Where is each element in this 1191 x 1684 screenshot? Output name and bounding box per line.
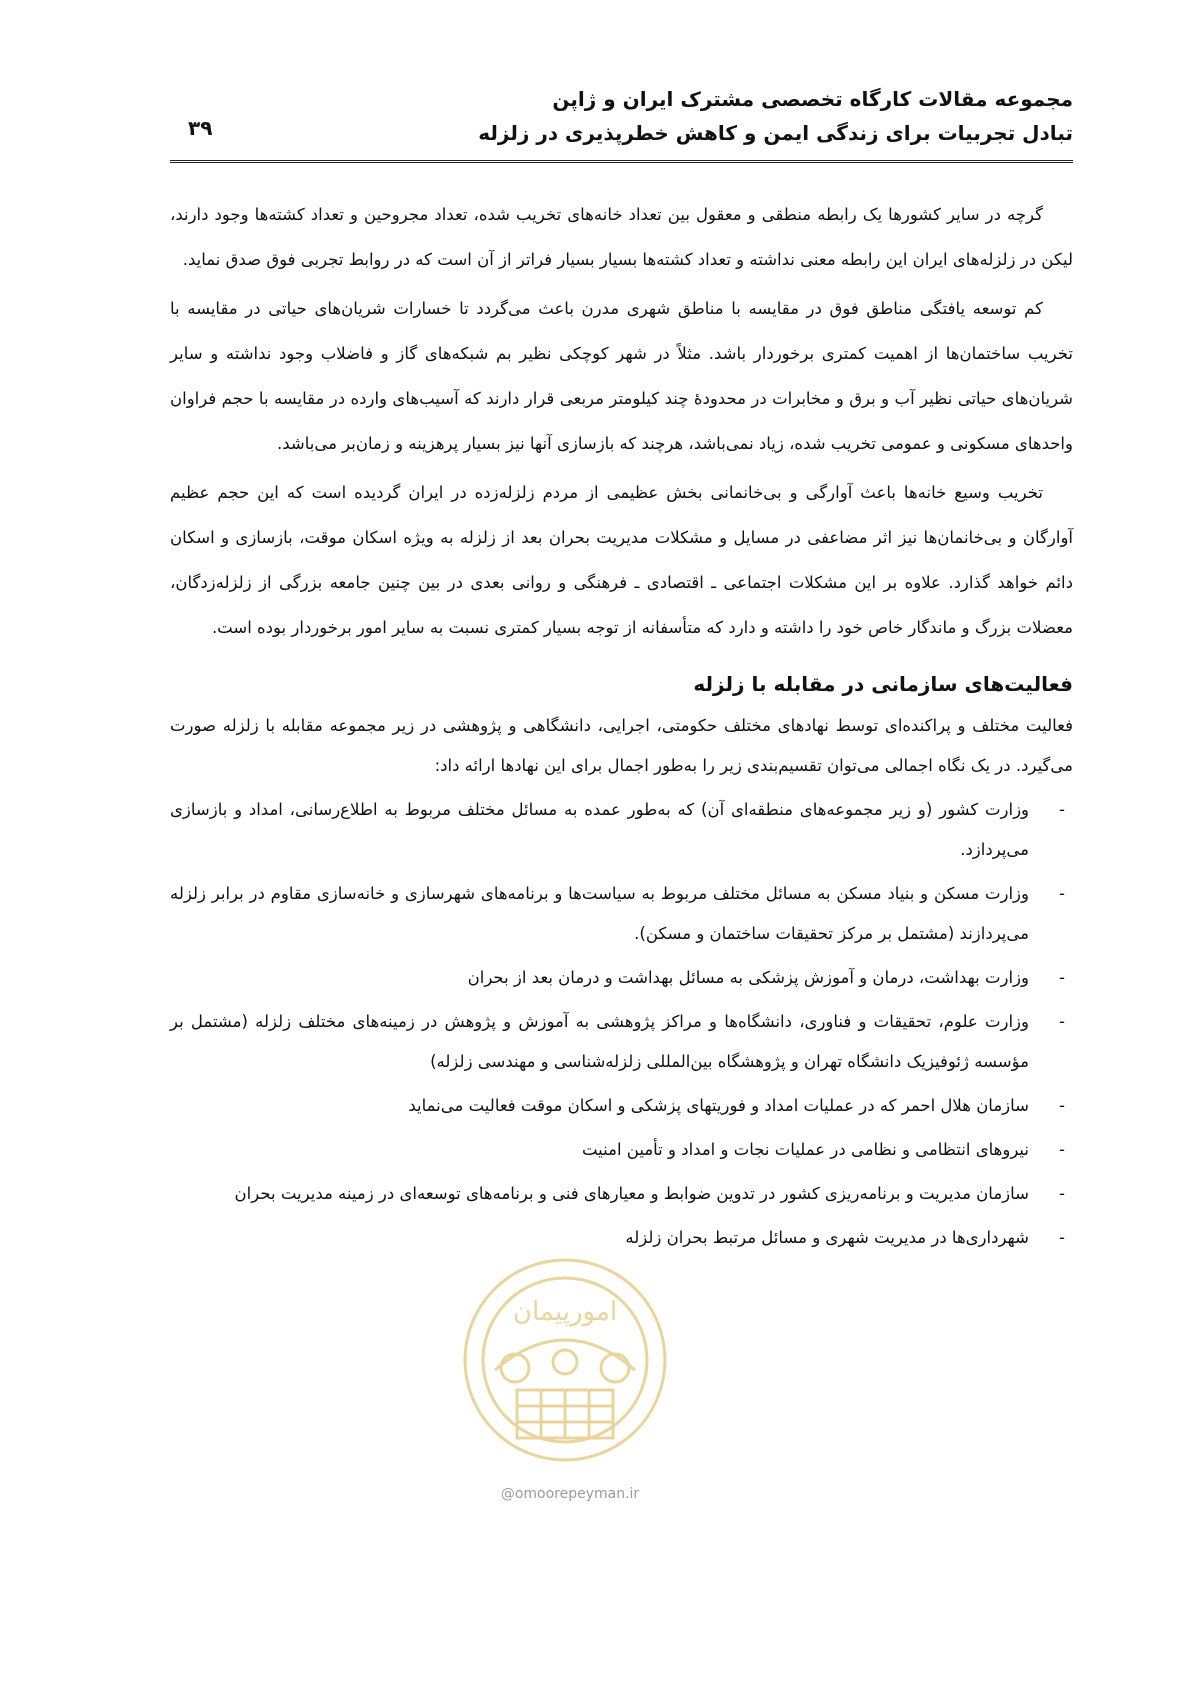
watermark-logo-icon bbox=[455, 1250, 675, 1470]
bullet-dash: - bbox=[1059, 1140, 1065, 1159]
header-title-line-2: تبادل تجربیات برای زندگی ایمن و کاهش خطرپذیری در زلزله bbox=[478, 121, 1073, 145]
bullet-dash: - bbox=[1059, 968, 1065, 987]
page-number: ۳۹ bbox=[188, 116, 213, 140]
list-item bbox=[170, 1002, 1073, 1082]
bullet-dash: - bbox=[1059, 1096, 1065, 1115]
header-titles bbox=[478, 82, 1073, 150]
paragraph: گرچه در سایر کشورها یک رابطه منطقی و معقول بین تعداد خانه‌های تخریب شده، تعداد مجروحین و تعداد کشته‌ها وجود دارند، لیکن در زلزله‌های ایران این رابطه معنی نداشته و تعداد کشته‌ها بسیار بسیار فراتر از آن است که در روابط تجربی فوق صدق نماید. bbox=[170, 205, 1073, 269]
list-item-text: نیروهای انتظامی و نظامی در عملیات نجات و امداد و تأمین امنیت bbox=[581, 1140, 1029, 1159]
section-intro: فعالیت مختلف و پراکنده‌ای توسط نهادهای مختلف حکومتی، اجرایی، دانشگاهی و پژوهشی در زیر مجموعه مقابله با زلزله صورت می‌گیرد. در یک نگاه اجمالی می‌توان تقسیم‌بندی زیر را به‌طور اجمال برای این نهادها ارائه داد: bbox=[170, 716, 1073, 775]
bullet-dash: - bbox=[1059, 1228, 1065, 1247]
paragraph: کم توسعه یافتگی مناطق فوق در مقایسه با مناطق شهری مدرن باعث می‌گردد تا خسارات شریان‌های حیاتی در مقایسه با تخریب ساختمان‌ها از اهمیت کمتری برخوردار باشد. مثلاً در شهر کوچکی نظیر بم شبکه‌های گاز و فاضلاب وجود نداشته و سایر شریان‌های حیاتی نظیر آب و برق و مخابرات در محدودهٔ چند کیلومتر مربعی قرار دارند که آسیب‌های وارده در مقایسه با حجم فراوان واحدهای مسکونی و عمومی تخریب شده، زیاد نمی‌باشد، هرچند که بازسازی آنها نیز بسیار پرهزینه و زمان‌بر می‌باشد. bbox=[170, 299, 1073, 453]
list-item bbox=[170, 1130, 1073, 1170]
running-header bbox=[170, 82, 1073, 163]
watermark-url: @omoorepeyman.ir bbox=[500, 1486, 640, 1502]
bullet-dash: - bbox=[1059, 800, 1065, 819]
list-item bbox=[170, 790, 1073, 870]
paragraph: تخریب وسیع خانه‌ها باعث آوارگی و بی‌خانمانی بخش عظیمی از مردم زلزله‌زده در ایران گردیده است که این حجم عظیم آوارگان و بی‌خانمان‌ها نیز اثر مضاعفی در مسایل و مشکلات مدیریت بحران بعد از زلزله به ویژه اسکان موقت، بازسازی و اسکان دائم خواهد گذارد. علاوه بر این مشکلات اجتماعی ـ اقتصادی ـ فرهنگی و روانی بعدی در بین چنین جامعه بزرگی از زلزله‌زدگان، معضلات بزرگ و ماندگار خاص خود را داشته و دارد که متأسفانه از توجه بسیار کمتری نسبت به سایر امور برخوردار بوده است. bbox=[170, 483, 1073, 637]
list-item bbox=[170, 958, 1073, 998]
watermark-logo-text: امورپیمان bbox=[512, 1297, 618, 1327]
bullet-dash: - bbox=[1059, 884, 1065, 903]
bullet-dash: - bbox=[1059, 1184, 1065, 1203]
header-title-line-1: مجموعه مقالات کارگاه تخصصی مشترک ایران و ژاپن bbox=[552, 87, 1073, 111]
list-item-text: وزارت کشور (و زیر مجموعه‌های منطقه‌ای آن) که به‌طور عمده به مسائل مختلف مربوط به اطلاع‌رسانی، امداد و بازسازی می‌پردازد. bbox=[170, 800, 1029, 859]
page-content bbox=[170, 192, 1073, 1262]
list-item bbox=[170, 1174, 1073, 1214]
section-heading: فعالیت‌های سازمانی در مقابله با زلزله bbox=[693, 672, 1073, 696]
list-item-text: وزارت بهداشت، درمان و آموزش پزشکی به مسائل بهداشت و درمان بعد از بحران bbox=[467, 968, 1029, 987]
bullet-dash: - bbox=[1059, 1012, 1065, 1031]
list-item bbox=[170, 1086, 1073, 1126]
list-item bbox=[170, 1218, 1073, 1258]
list-item-text: سازمان هلال احمر که در عملیات امداد و فوریتهای پزشکی و اسکان موقت فعالیت می‌نماید bbox=[408, 1096, 1029, 1115]
list-item-text: سازمان مدیریت و برنامه‌ریزی کشور در تدوین ضوابط و معیارهای فنی و برنامه‌های توسعه‌ای در زمینه مدیریت بحران bbox=[234, 1184, 1029, 1203]
list-item-text: شهرداری‌ها در مدیریت شهری و مسائل مرتبط بحران زلزله bbox=[625, 1228, 1029, 1247]
organization-list bbox=[170, 790, 1073, 1258]
list-item-text: وزارت مسکن و بنیاد مسکن به مسائل مختلف مربوط به سیاست‌ها و برنامه‌های شهرسازی و خانه‌سازی مقاوم در برابر زلزله می‌پردازند (مشتمل بر مرکز تحقیقات ساختمان و مسکن). bbox=[170, 884, 1029, 943]
list-item bbox=[170, 874, 1073, 954]
list-item-text: وزارت علوم، تحقیقات و فناوری، دانشگاه‌ها و مراکز پژوهشی به آموزش و پژوهش در زمینه‌های مختلف زلزله (مشتمل بر مؤسسه ژئوفیزیک دانشگاه تهران و پژوهشگاه بین‌المللی زلزله‌شناسی و مهندسی زلزله) bbox=[170, 1012, 1029, 1071]
